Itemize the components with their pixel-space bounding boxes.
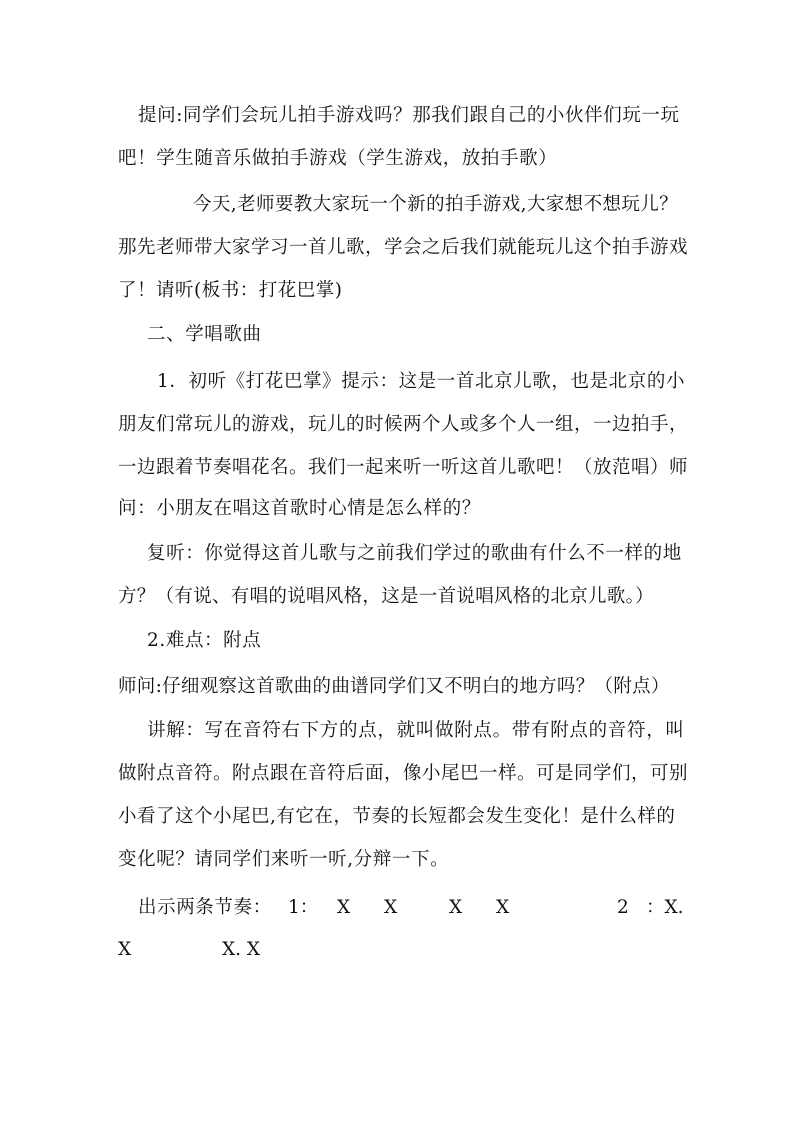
paragraph-4-line-1: 复听：你觉得这首儿歌与之前我们学过的歌曲有什么不一样的地 [147, 543, 682, 564]
rhythm-number-2: 2 [617, 897, 629, 918]
paragraph-2-line-2: 那先老师带大家学习一首儿歌，学会之后我们就能玩儿这个拍手游戏 [118, 237, 689, 258]
paragraph-6-line-3: 小看了这个小尾巴,有它在，节奏的长短都会发生变化！是什么样的 [118, 806, 676, 827]
paragraph-3-line-4: 问：小朋友在唱这首歌时心情是怎么样的？ [118, 498, 481, 519]
paragraph-1-line-1: 提问:同学们会玩儿拍手游戏吗？那我们跟自己的小伙伴们玩一玩 [138, 105, 680, 126]
section-heading-2: 二、学唱歌曲 [147, 324, 262, 345]
paragraph-4-line-2: 方？（有说、有唱的说唱风格，这是一首说唱风格的北京儿歌。） [118, 586, 654, 607]
paragraph-1-line-2: 吧！学生随音乐做拍手游戏（学生游戏，放拍手歌） [118, 148, 558, 169]
rhythm-note: X [449, 897, 463, 918]
paragraph-3-line-2: 朋友们常玩儿的游戏，玩儿的时候两个人或多个人一组，一边拍手， [118, 414, 689, 435]
paragraph-2-line-1: 今天,老师要教大家玩一个新的拍手游戏,大家想不想玩儿？ [193, 194, 679, 215]
rhythm-note: X [118, 939, 132, 960]
paragraph-2-line-3: 了！请听(板书：打花巴掌) [118, 280, 343, 301]
paragraph-6-line-4: 变化呢？请同学们来听一听,分辩一下。 [118, 849, 450, 870]
paragraph-3-line-1: 1．初听《打花巴掌》提示：这是一首北京儿歌，也是北京的小 [157, 371, 686, 392]
rhythm-note: X [496, 897, 510, 918]
paragraph-6-line-2: 做附点音符。附点跟在音符后面，像小尾巴一样。可是同学们，可别 [118, 763, 689, 784]
rhythm-note: X [384, 897, 398, 918]
paragraph-6-line-1: 讲解：写在音符右下方的点，就叫做附点。带有附点的音符，叫 [147, 720, 685, 741]
rhythm-dotted-note: ：X. [646, 897, 684, 918]
rhythm-label: 出示两条节奏： [138, 897, 272, 918]
paragraph-3-line-3: 一边跟着节奏唱花名。我们一起来听一听这首儿歌吧！（放范唱）师 [118, 457, 689, 478]
rhythm-number-1: 1： [288, 897, 319, 918]
section-heading-3: 2.难点：附点 [147, 630, 262, 651]
rhythm-note: X [337, 897, 351, 918]
rhythm-dotted-pair: X. X [222, 939, 261, 960]
paragraph-5: 师问:仔细观察这首歌曲的曲谱同学们又不明白的地方吗？（附点） [118, 676, 670, 697]
